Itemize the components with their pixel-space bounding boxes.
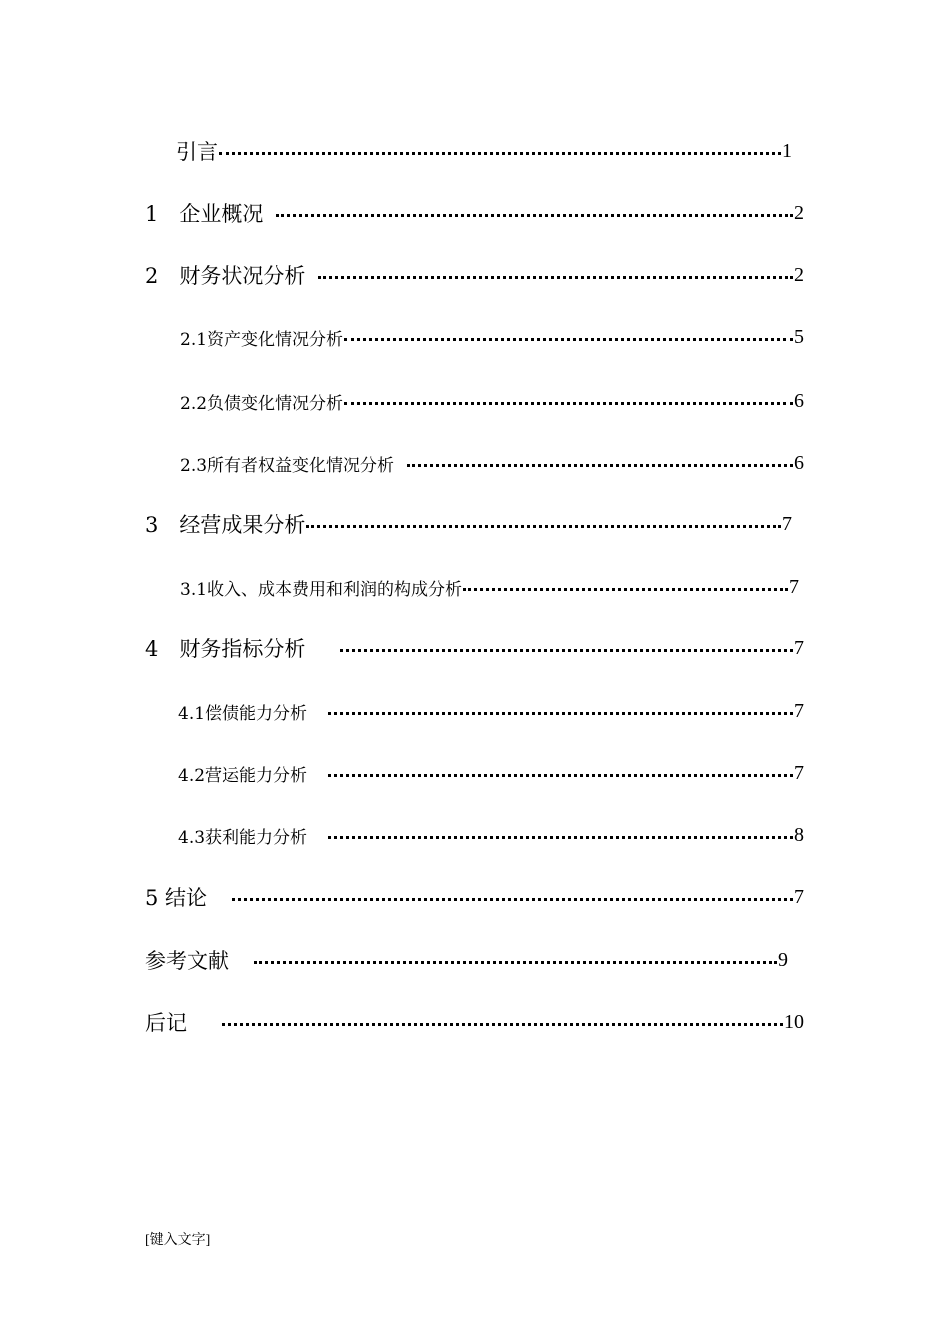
dot-leader bbox=[219, 152, 781, 155]
toc-entry-page-number: 1 bbox=[782, 139, 792, 162]
toc-entry-label: 引言 bbox=[176, 140, 218, 164]
dot-leader bbox=[276, 214, 793, 217]
toc-entry-page-number: 7 bbox=[789, 575, 799, 598]
toc-entry-label: 3.1收入、成本费用和利润的构成分析 bbox=[180, 579, 463, 600]
toc-entry-label: 1 企业概况 bbox=[145, 202, 264, 226]
toc-entry-equity-analysis[interactable] bbox=[180, 448, 804, 478]
toc-entry-page-number: 9 bbox=[778, 948, 788, 971]
toc-entry-label: 5 结论 bbox=[145, 886, 208, 910]
toc-entry-introduction[interactable] bbox=[176, 136, 792, 166]
dot-leader bbox=[328, 836, 793, 839]
toc-entry-financial-indicators[interactable] bbox=[145, 633, 804, 663]
toc-entry-page-number: 6 bbox=[794, 451, 804, 474]
toc-entry-label: 2.3所有者权益变化情况分析 bbox=[180, 455, 395, 476]
toc-entry-label: 后记 bbox=[145, 1011, 187, 1035]
toc-entry-profitability[interactable] bbox=[178, 820, 804, 850]
toc-entry-page-number: 2 bbox=[794, 263, 804, 286]
toc-entry-page-number: 7 bbox=[794, 885, 804, 908]
toc-entry-label: 4.3获利能力分析 bbox=[178, 827, 308, 848]
toc-entry-page-number: 10 bbox=[784, 1010, 804, 1033]
toc-entry-solvency-analysis[interactable] bbox=[178, 696, 804, 726]
toc-entry-operating-results[interactable] bbox=[145, 509, 792, 539]
dot-leader bbox=[463, 588, 788, 591]
toc-entry-assets-analysis[interactable] bbox=[180, 322, 804, 352]
toc-entry-page-number: 7 bbox=[794, 761, 804, 784]
toc-entry-page-number: 7 bbox=[794, 636, 804, 659]
dot-leader bbox=[318, 276, 793, 279]
toc-entry-company-overview[interactable] bbox=[145, 198, 804, 228]
toc-entry-page-number: 6 bbox=[794, 389, 804, 412]
toc-entry-label: 4.1偿债能力分析 bbox=[178, 703, 308, 724]
dot-leader bbox=[328, 774, 793, 777]
toc-entry-conclusion[interactable] bbox=[145, 882, 804, 912]
footer-placeholder-text[interactable]: [键入文字] bbox=[145, 1233, 211, 1248]
dot-leader bbox=[344, 402, 793, 405]
toc-entry-label: 2.2负债变化情况分析 bbox=[180, 393, 344, 414]
dot-leader bbox=[232, 898, 793, 901]
dot-leader bbox=[328, 712, 793, 715]
toc-entry-label: 参考文献 bbox=[145, 949, 229, 973]
dot-leader bbox=[407, 464, 793, 467]
dot-leader bbox=[344, 338, 793, 341]
toc-entry-label: 2 财务状况分析 bbox=[145, 264, 306, 288]
toc-entry-page-number: 2 bbox=[794, 201, 804, 224]
dot-leader bbox=[340, 649, 793, 652]
toc-entry-income-cost-profit[interactable] bbox=[180, 572, 799, 602]
dot-leader bbox=[254, 961, 777, 964]
dot-leader bbox=[222, 1023, 783, 1026]
toc-entry-operating-capacity[interactable] bbox=[178, 758, 804, 788]
toc-entry-financial-position[interactable] bbox=[145, 260, 804, 290]
toc-entry-page-number: 5 bbox=[794, 325, 804, 348]
dot-leader bbox=[306, 525, 781, 528]
toc-entry-page-number: 7 bbox=[782, 512, 792, 535]
toc-entry-label: 4.2营运能力分析 bbox=[178, 765, 308, 786]
toc-entry-label: 4 财务指标分析 bbox=[145, 637, 306, 661]
toc-entry-label: 3 经营成果分析 bbox=[145, 513, 306, 537]
toc-entry-references[interactable] bbox=[145, 945, 788, 975]
toc-entry-postscript[interactable] bbox=[145, 1007, 804, 1037]
toc-entry-page-number: 7 bbox=[794, 699, 804, 722]
toc-entry-liabilities-analysis[interactable] bbox=[180, 386, 804, 416]
toc-entry-label: 2.1资产变化情况分析 bbox=[180, 329, 344, 350]
toc-entry-page-number: 8 bbox=[794, 823, 804, 846]
